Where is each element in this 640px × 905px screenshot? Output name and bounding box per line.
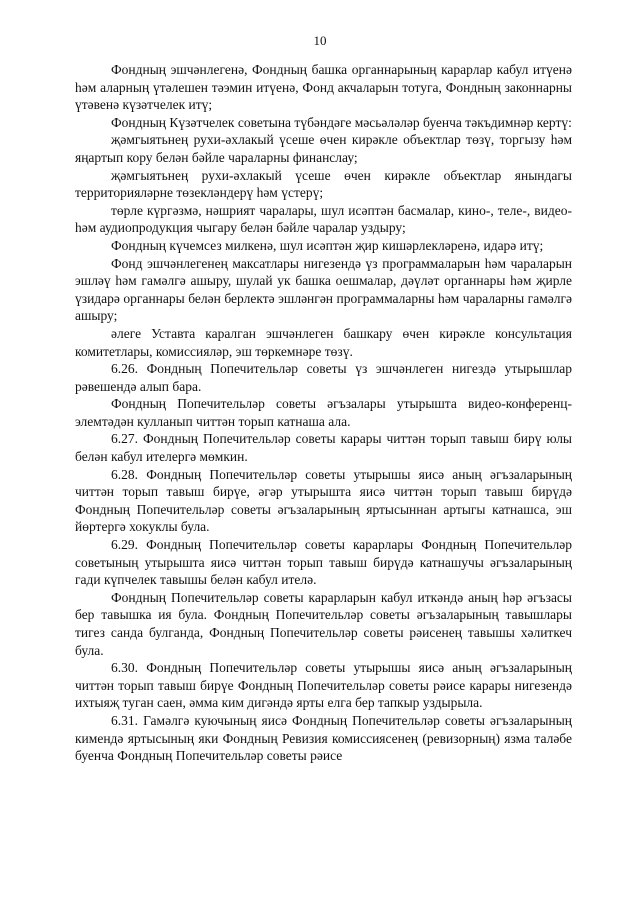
paragraph: төрле күргәзмә, нәшрият чаралары, шул исәптән басмалар, кино-, теле-, видео- һәм аудиопродукция чыгару белән бәйле чаралар уздыру; <box>75 202 572 236</box>
paragraph: Фондның күчемсез милкенә, шул исәптән җир кишәрлекләренә, идарә итү; <box>111 237 544 253</box>
paragraph: җәмгыятьнең рухи-әхлакый үсеше өчен кирәкле объектлар янындагы территорияләрне төзекләндерү һәм үстерү; <box>75 167 572 201</box>
paragraph: Фондның Күзәтчелек советына түбәндәге мәсьәләләр буенча тәкъдимнәр кертү: <box>111 114 572 130</box>
paragraph: 6.30. Фондның Попечительләр советы утырышы яисә аның әгъзаларының читтән торып тавыш бирүе Фондның Попечительләр советы рәисе карары нигезендә ихтыяҗ туган саен, әмма ким дигәндә ярты елга бер тапкыр уздырыла. <box>75 660 572 711</box>
paragraph: Фондның Попечительләр советы карарларын кабул иткәндә аның һәр әгъзасы бер тавышка ия була. Фондның Попечительләр советы әгъзаларының тавышлары тигез санда булганда, Фондның Попечительләр советы рәисенең тавышы хәлиткеч була. <box>75 589 572 658</box>
paragraph: җәмгыятьнең рухи-әхлакый үсеше өчен кирәкле объектлар төзү, торгызу һәм яңартып кору белән бәйле чараларны финанслау; <box>75 132 572 165</box>
paragraph: 6.31. Гамәлгә куючының яисә Фондның Попечительләр советы әгъзаларының кимендә яртысының яки Фондның Ревизия комиссиясенең (ревизорның) язма таләбе буенча Фондның Попечительләр советы рәисе <box>75 712 572 764</box>
page-number: 10 <box>313 33 327 48</box>
paragraph: 6.28. Фондның Попечительләр советы утырышы яисә аның әгъзаларының читтән торып тавыш бирүе, әгәр утырышта яисә читтән торып тавыш бирүдә Фондның Попечительләр советы әгъзаларының яртысыннан артыгы катнашса, эш йөртергә хокуклы була. <box>75 466 572 535</box>
paragraph: 6.29. Фондның Попечительләр советы карарлары Фондның Попечительләр советының утырышта яисә читтән торып тавыш бирүдә катнашучы әгъзаларының гади күпчелек тавышы белән кабул ителә. <box>75 537 572 588</box>
paragraph: Фондның эшчәнлегенә, Фондның башка органнарының карарлар кабул итүенә һәм аларның үтәлешен тәэмин итүенә, Фонд акчаларын тотуга, Фондның законнарны үтәвенә күзәтчелек итү; <box>75 62 572 113</box>
paragraph: Фонд эшчәнлегенең максатлары нигезендә үз программаларын һәм чараларын эшләү һәм гамәлгә ашыру, шулай ук башка оешмалар, дәүләт органнары һәм җирле үзидарә органнары белән берлектә эшләнгән программаларны һәм чараларны гамәлгә ашыру; <box>75 255 572 324</box>
paragraph: 6.27. Фондның Попечительләр советы карары читтән торып тавыш бирү юлы белән кабул ителергә мөмкин. <box>75 431 572 465</box>
document-body <box>75 61 572 765</box>
paragraph: 6.26. Фондның Попечительләр советы үз эшчәнлеген нигездә утырышлар рәвешендә алып бара. <box>75 361 572 394</box>
paragraph: Фондның Попечительләр советы әгъзалары утырышта видео-конференц-элемтәдән кулланып читтән торып катнаша ала. <box>75 396 572 429</box>
paragraph: әлеге Уставта каралган эшчәнлеген башкару өчен кирәкле консультация комитетлары, комиссияләр, эш төркемнәре төзү. <box>75 325 572 359</box>
